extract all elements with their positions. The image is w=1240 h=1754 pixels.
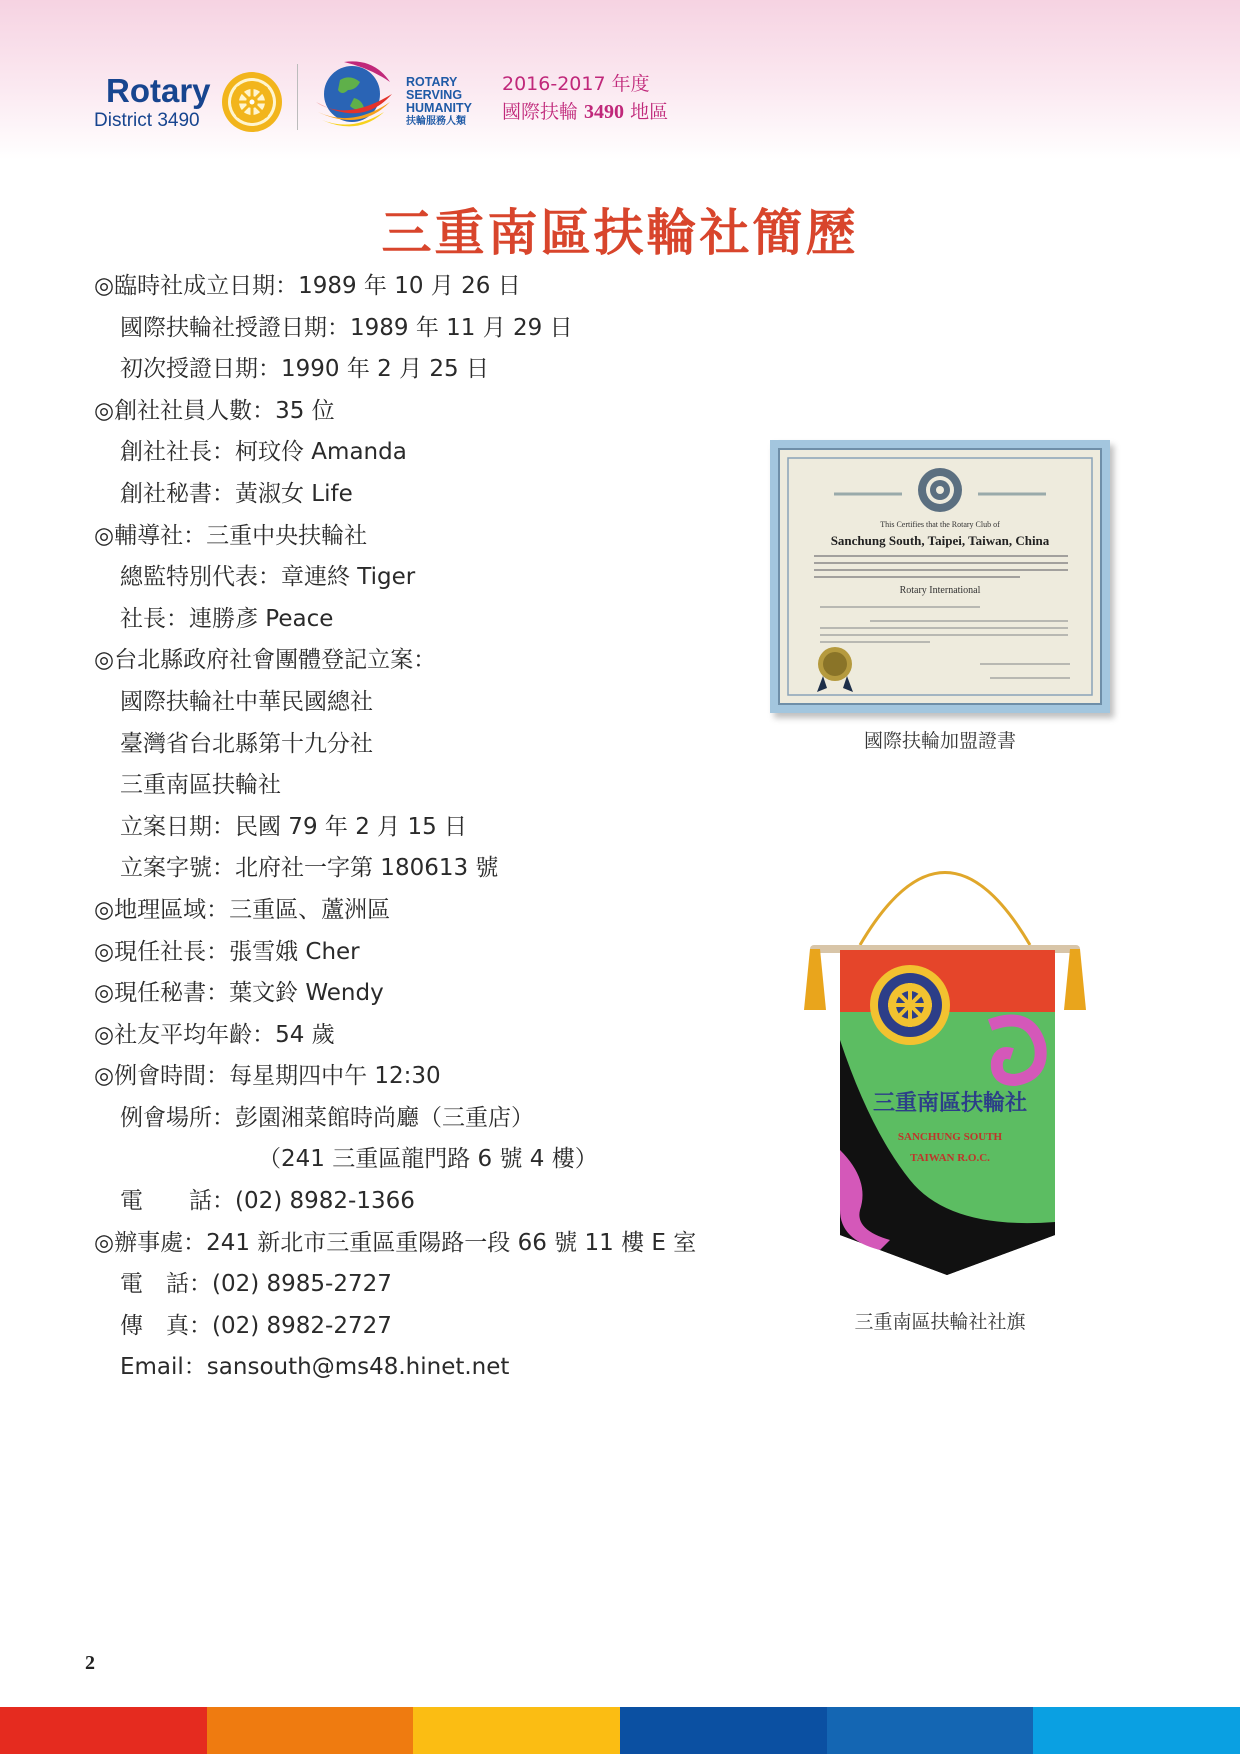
info-line: 立案字號：北府社一字第 180613 號 [120,855,499,882]
info-line: ◎ 台北縣政府社會團體登記立案： [94,640,696,682]
certificate-caption: 國際扶輪加盟證書 [863,730,1016,752]
banner-rotary-emblem-icon [870,965,950,1045]
info-line: 臺灣省台北縣第十九分社 [120,730,373,757]
certificate-illustration [780,450,1100,703]
theme-text [406,76,472,128]
info-line: ◎ 輔導社：三重中央扶輪社 [94,516,696,558]
info-line: ◎ 例會時間：每星期四中午 12:30 [94,1056,696,1098]
info-line: 創社社長：柯玟伶 Amanda [120,439,407,466]
footer-segment [413,1707,620,1754]
info-line: 社長：連勝彥 Peace [120,605,334,632]
info-line: 國際扶輪社中華民國總社 [120,688,373,715]
page-title: 三重南區扶輪社簡歷 [381,204,859,262]
year-district-block [502,70,668,126]
info-line: 例會場所：彭園湘菜館時尚廳（三重店） [120,1104,534,1131]
info-line: ◎ 地理區域：三重區、蘆洲區 [94,890,696,932]
charter-certificate-image [770,440,1110,713]
certificate-line2: Sanchung South, Taipei, Taiwan, China [830,533,1050,548]
info-line: ◎ 臨時社成立日期：1989 年 10 月 26 日 [94,266,696,308]
banner-name-zh: 三重南區扶輪社 [872,1091,1028,1116]
info-line: 三重南區扶輪社 [120,772,281,799]
district-zh-label [502,98,668,126]
banner-name-en1: SANCHUNG SOUTH [897,1131,1003,1143]
rotary-district-logo [92,70,292,134]
info-line: 創社秘書：黃淑女 Life [120,480,353,507]
info-line: 初次授證日期：1990 年 2 月 25 日 [120,356,489,383]
footer-segment [827,1707,1034,1754]
certificate-line3: Rotary International [899,585,981,596]
info-line: ◎ 創社社員人數：35 位 [94,391,696,433]
info-line: 電 話：(02) 8982-1366 [120,1188,415,1215]
banner-caption: 三重南區扶輪社社旗 [854,1311,1026,1333]
footer-segment [1033,1707,1240,1754]
rotary-wheel-icon [220,70,284,134]
info-line: （241 三重區龍門路 6 號 4 樓） [258,1146,598,1173]
info-line: Email：sansouth@ms48.hinet.net [120,1354,510,1381]
district-suffix: 地區 [624,101,669,123]
rotary-wordmark: Rotary [106,72,211,109]
club-info-list [94,266,696,1389]
info-line: 立案日期：民國 79 年 2 月 15 日 [120,813,468,840]
district-number: 3490 [584,101,625,123]
certificate-line1: This Certifies that the Rotary Club of [880,520,1000,529]
info-line: ◎ 辦事處：241 新北市三重區重陽路一段 66 號 11 樓 E 室 [94,1223,696,1265]
footer-color-bar [0,1707,1240,1754]
info-line: 國際扶輪社授證日期：1989 年 11 月 29 日 [120,314,573,341]
banner-name-en2: TAIWAN R.O.C. [910,1152,990,1164]
district-prefix: 國際扶輪 [502,101,585,123]
rotary-serving-humanity-logo [314,58,396,132]
theme-zh: 扶輪服務人類 [406,116,466,127]
club-banner-image [790,850,1100,1280]
info-line: ◎ 現任秘書：葉文鈴 Wendy [94,973,696,1015]
theme-line1: ROTARY [406,75,458,89]
info-line: 總監特別代表：章連終 Tiger [120,564,416,591]
info-line: 電 話：(02) 8985-2727 [120,1271,392,1298]
certificate-seal-icon [817,647,853,692]
banner-cord [860,873,1030,946]
district-label: District 3490 [94,110,200,131]
logo-divider [297,64,298,130]
info-line: 傳 真：(02) 8982-2727 [120,1312,392,1339]
footer-segment [620,1707,827,1754]
theme-line3: HUMANITY [406,101,472,115]
info-line: ◎ 現任社長：張雪娥 Cher [94,932,696,974]
certificate-paper [778,448,1102,705]
info-line: ◎ 社友平均年齡：54 歲 [94,1015,696,1057]
theme-line2: SERVING [406,88,463,102]
year-label: 2016-2017 年度 [502,73,650,95]
footer-segment [207,1707,414,1754]
footer-segment [0,1707,207,1754]
page-number: 2 [85,1652,95,1674]
certificate-emblem-icon [918,468,962,512]
